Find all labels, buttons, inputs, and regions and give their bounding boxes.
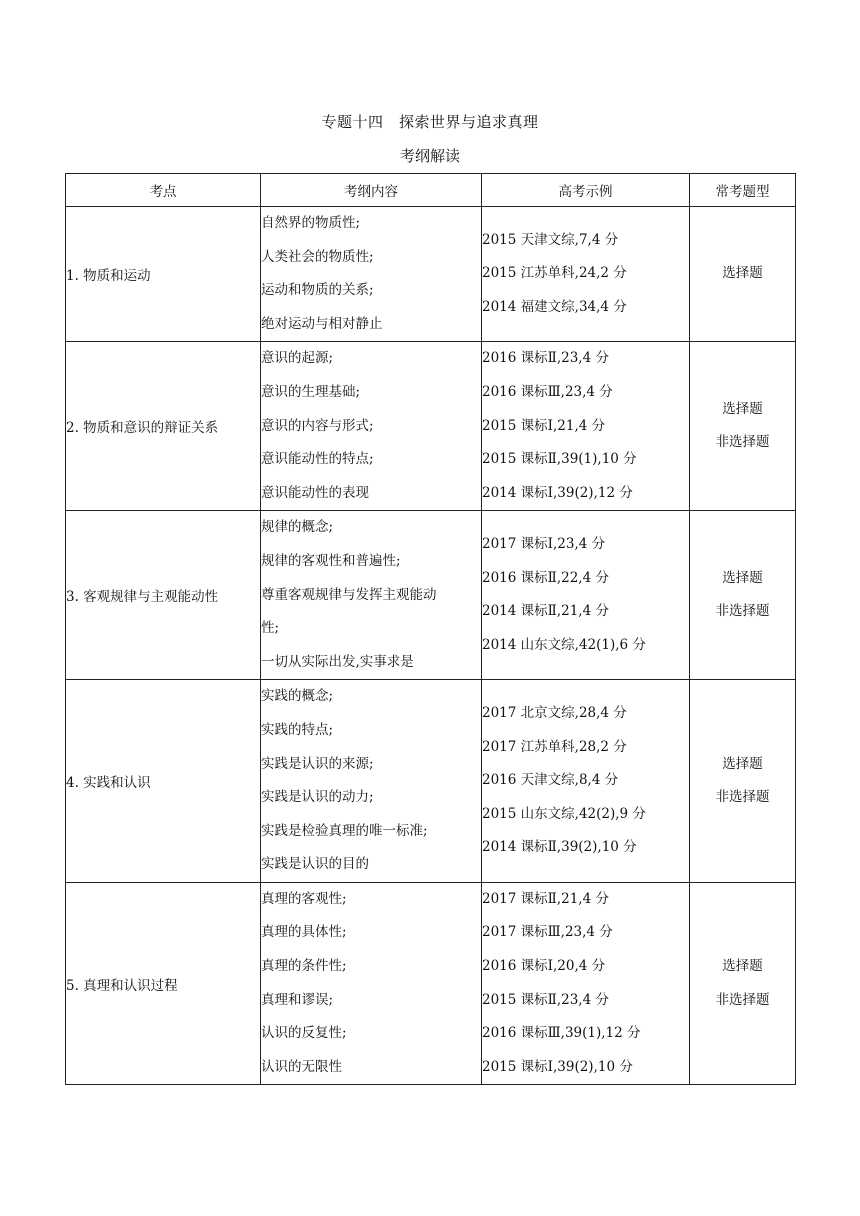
- content-item: 绝对运动与相对静止: [261, 315, 383, 332]
- question-type: 选择题: [722, 569, 763, 586]
- example-item: 2014 山东文综,42(1),6 分: [482, 636, 646, 653]
- example-item: 2016 天津文综,8,4 分: [482, 772, 619, 789]
- exam-point-cell: 5. 真理和认识过程: [66, 882, 261, 1085]
- exam-examples-cell: [482, 680, 690, 883]
- section-subtitle: 考纲解读: [399, 147, 460, 165]
- example-item: 2015 山东文综,42(2),9 分: [482, 805, 646, 822]
- exam-examples-cell: [482, 882, 690, 1085]
- outline-content-cell: [261, 680, 482, 883]
- question-type: 非选择题: [715, 434, 770, 451]
- question-type-cell: [690, 511, 796, 680]
- content-item: 自然界的物质性;: [261, 215, 361, 231]
- exam-examples-cell: [482, 511, 690, 680]
- outline-content-cell: [261, 882, 482, 1085]
- exam-point-cell: 2. 物质和意识的辩证关系: [66, 342, 261, 511]
- question-type: 选择题: [722, 400, 763, 417]
- content-item: 真理的条件性;: [261, 958, 347, 975]
- outline-content-cell: [261, 511, 482, 680]
- exam-examples-cell: [482, 342, 690, 511]
- example-item: 2015 江苏单科,24,2 分: [482, 265, 627, 282]
- content-item: 意识的内容与形式;: [261, 417, 374, 434]
- content-item: 意识能动性的表现: [261, 484, 369, 501]
- question-type: 选择题: [722, 958, 763, 975]
- exam-outline-table: [65, 173, 796, 1085]
- question-type-cell: [690, 680, 796, 883]
- content-item: 认识的无限性: [261, 1058, 342, 1075]
- example-item: 2017 北京文综,28,4 分: [482, 705, 627, 722]
- column-header-examples: 高考示例: [482, 174, 690, 207]
- content-item: 真理的客观性;: [261, 890, 347, 907]
- content-item: 意识的生理基础;: [261, 383, 361, 400]
- example-item: 2016 课标Ⅱ,23,4 分: [482, 350, 609, 367]
- example-item: 2014 课标Ⅱ,21,4 分: [482, 603, 609, 620]
- question-type: 选择题: [722, 265, 763, 282]
- question-type: 非选择题: [715, 991, 770, 1008]
- content-item: 实践是认识的来源;: [261, 755, 374, 772]
- table-header-row: [66, 174, 796, 207]
- question-type: 非选择题: [715, 603, 770, 620]
- question-type: 非选择题: [715, 789, 770, 806]
- column-header-question-type: 常考题型: [690, 174, 796, 207]
- content-item: 意识能动性的特点;: [261, 451, 374, 468]
- table-row: [66, 342, 796, 511]
- example-item: 2014 课标Ⅱ,39(2),10 分: [482, 839, 637, 856]
- example-item: 2015 课标Ⅰ,39(2),10 分: [482, 1058, 633, 1075]
- page-title: 专题十四 探索世界与追求真理: [321, 113, 539, 131]
- content-item: 人类社会的物质性;: [261, 248, 374, 265]
- question-type-cell: [690, 207, 796, 342]
- example-item: 2016 课标Ⅱ,22,4 分: [482, 569, 609, 586]
- question-type-cell: [690, 342, 796, 511]
- column-header-point: 考点: [66, 174, 261, 207]
- content-item: 运动和物质的关系;: [261, 282, 374, 299]
- content-item: 实践的特点;: [261, 721, 334, 738]
- exam-point-cell: 3. 客观规律与主观能动性: [66, 511, 261, 680]
- content-item: 真理和谬误;: [261, 991, 334, 1008]
- table-row: [66, 680, 796, 883]
- content-item: 一切从实际出发,实事求是: [261, 653, 414, 670]
- content-item: 实践是认识的目的: [261, 856, 369, 873]
- content-item: 认识的反复性;: [261, 1025, 347, 1042]
- content-item: 规律的客观性和普遍性;: [261, 552, 401, 569]
- example-item: 2016 课标Ⅰ,20,4 分: [482, 958, 606, 975]
- content-item: 尊重客观规律与发挥主观能动: [261, 586, 437, 603]
- content-item: 真理的具体性;: [261, 924, 347, 941]
- example-item: 2015 课标Ⅱ,39(1),10 分: [482, 451, 637, 468]
- content-item: 实践是认识的动力;: [261, 789, 374, 806]
- question-type: 选择题: [722, 755, 763, 772]
- table-row: [66, 882, 796, 1085]
- exam-examples-cell: [482, 207, 690, 342]
- content-item: 实践的概念;: [261, 688, 334, 705]
- example-item: 2015 课标Ⅱ,23,4 分: [482, 991, 609, 1008]
- example-item: 2014 福建文综,34,4 分: [482, 298, 627, 315]
- example-item: 2016 课标Ⅲ,23,4 分: [482, 383, 613, 400]
- column-header-content: 考纲内容: [261, 174, 482, 207]
- outline-content-cell: [261, 207, 482, 342]
- example-item: 2017 江苏单科,28,2 分: [482, 738, 627, 755]
- example-item: 2017 课标Ⅱ,21,4 分: [482, 890, 609, 907]
- example-item: 2014 课标Ⅰ,39(2),12 分: [482, 484, 633, 501]
- question-type-cell: [690, 882, 796, 1085]
- exam-point-cell: 4. 实践和认识: [66, 680, 261, 883]
- content-item: 规律的概念;: [261, 519, 334, 536]
- example-item: 2015 课标Ⅰ,21,4 分: [482, 417, 606, 434]
- example-item: 2015 天津文综,7,4 分: [482, 231, 619, 248]
- table-row: [66, 511, 796, 680]
- table-row: [66, 207, 796, 342]
- example-item: 2016 课标Ⅲ,39(1),12 分: [482, 1025, 641, 1042]
- content-item: 意识的起源;: [261, 350, 334, 367]
- content-item: 性;: [261, 620, 280, 637]
- example-item: 2017 课标Ⅰ,23,4 分: [482, 536, 606, 553]
- exam-point-cell: 1. 物质和运动: [66, 207, 261, 342]
- example-item: 2017 课标Ⅲ,23,4 分: [482, 924, 613, 941]
- outline-content-cell: [261, 342, 482, 511]
- content-item: 实践是检验真理的唯一标准;: [261, 822, 428, 839]
